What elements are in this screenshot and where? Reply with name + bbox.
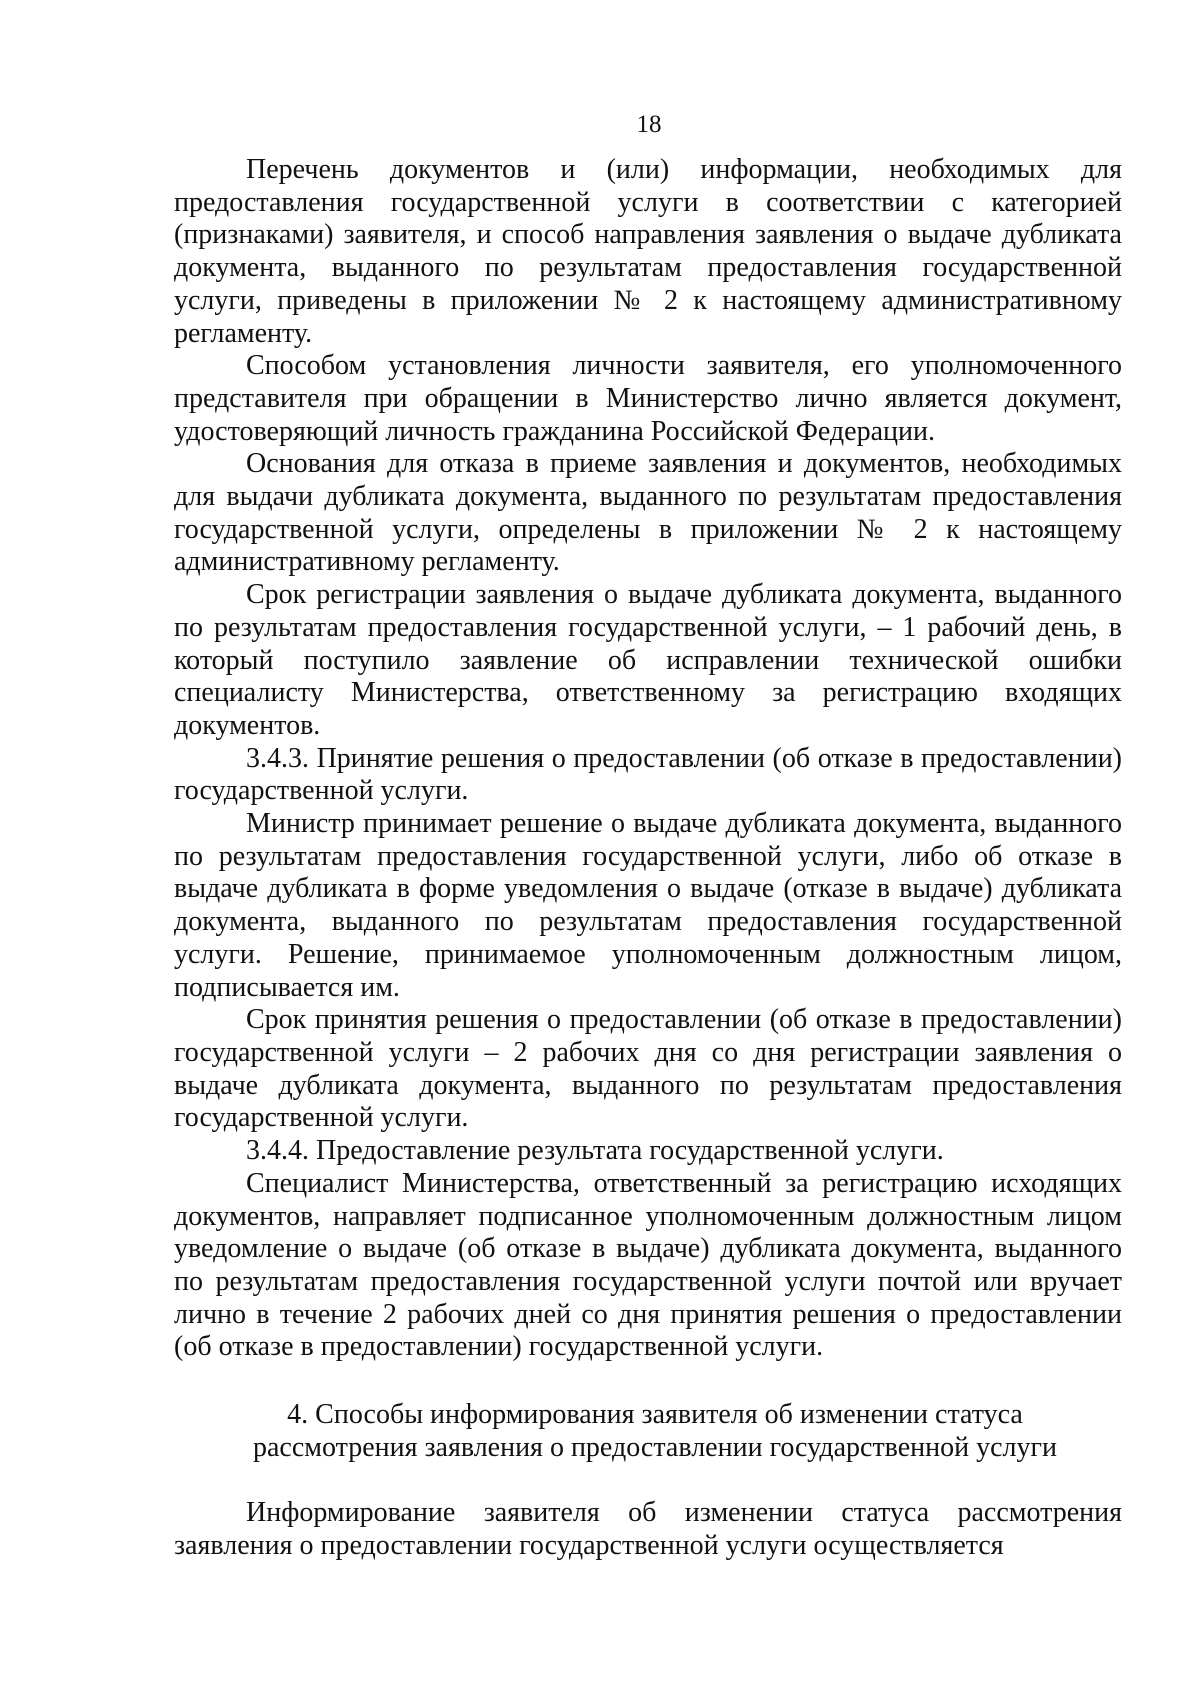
paragraph-3-4-4: 3.4.4. Предоставление результата государственной услуги. <box>246 1135 944 1167</box>
paragraph-result-delivery: Специалист Министерства, ответственный за регистрацию исходящих документов, направляет подписанное уполномоченным должностным лицом уведомление о выдаче (об отказе в выдаче) дубликата документа, выданного по результатам предоставления государственной услуги почтой или вручает лично в течение 2 рабочих дней со дня принятия решения о предоставлении (об отказе в предоставлении) государственной услуги. <box>174 1167 1122 1363</box>
page-number: 18 <box>636 111 662 138</box>
paragraph-refusal-grounds: Основания для отказа в приеме заявления и документов, необходимых для выдачи дубликата документа, выданного по результатам предоставления государственной услуги, определены в приложении № 2 к настоящему административному регламенту. <box>174 448 1122 578</box>
section-heading <box>174 1399 1122 1464</box>
paragraph-documents-list: Перечень документов и (или) информации, необходимых для предоставления государственной услуги в соответствии с категорией (признаками) заявителя, и способ направления заявления о выдаче дубликата документа, выданного по результатам предоставления государственной услуги, приведены в приложении № 2 к настоящему административному регламенту. <box>174 154 1122 349</box>
section-heading-line-2: рассмотрения заявления о предоставлении государственной услуги <box>252 1431 1057 1463</box>
paragraph-minister-decision: Министр принимает решение о выдаче дубликата документа, выданного по результатам предоставления государственной услуги, либо об отказе в выдаче дубликата в форме уведомления о выдаче (отказе в выдаче) дубликата документа, выданного по результатам предоставления государственной услуги. Решение, принимаемое уполномоченным должностным лицом, подписывается им. <box>174 808 1122 1003</box>
document-page <box>174 108 1122 1563</box>
section-heading-line-1: 4. Способы информирования заявителя об изменении статуса <box>287 1399 1023 1431</box>
paragraph-informing: Информирование заявителя об изменении статуса рассмотрения заявления о предоставлении государственной услуги осуществляется <box>174 1497 1122 1562</box>
paragraph-registration-term: Срок регистрации заявления о выдаче дубликата документа, выданного по результатам предоставления государственной услуги, – 1 рабочий день, в который поступило заявление об исправлении технической ошибки специалисту Министерства, ответственному за регистрацию входящих документов. <box>174 579 1122 741</box>
paragraph-decision-term: Срок принятия решения о предоставлении (об отказе в предоставлении) государственной услуги – 2 рабочих дня со дня регистрации заявления о выдаче дубликата документа, выданного по результатам предоставления государственной услуги. <box>174 1004 1122 1134</box>
paragraph-identity: Способом установления личности заявителя, его уполномоченного представителя при обращении в Министерство лично является документ, удостоверяющий личность гражданина Российской Федерации. <box>174 350 1122 447</box>
paragraph-3-4-3: 3.4.3. Принятие решения о предоставлении (об отказе в предоставлении) государственной услуги. <box>174 742 1122 807</box>
document-body <box>174 154 1122 1563</box>
